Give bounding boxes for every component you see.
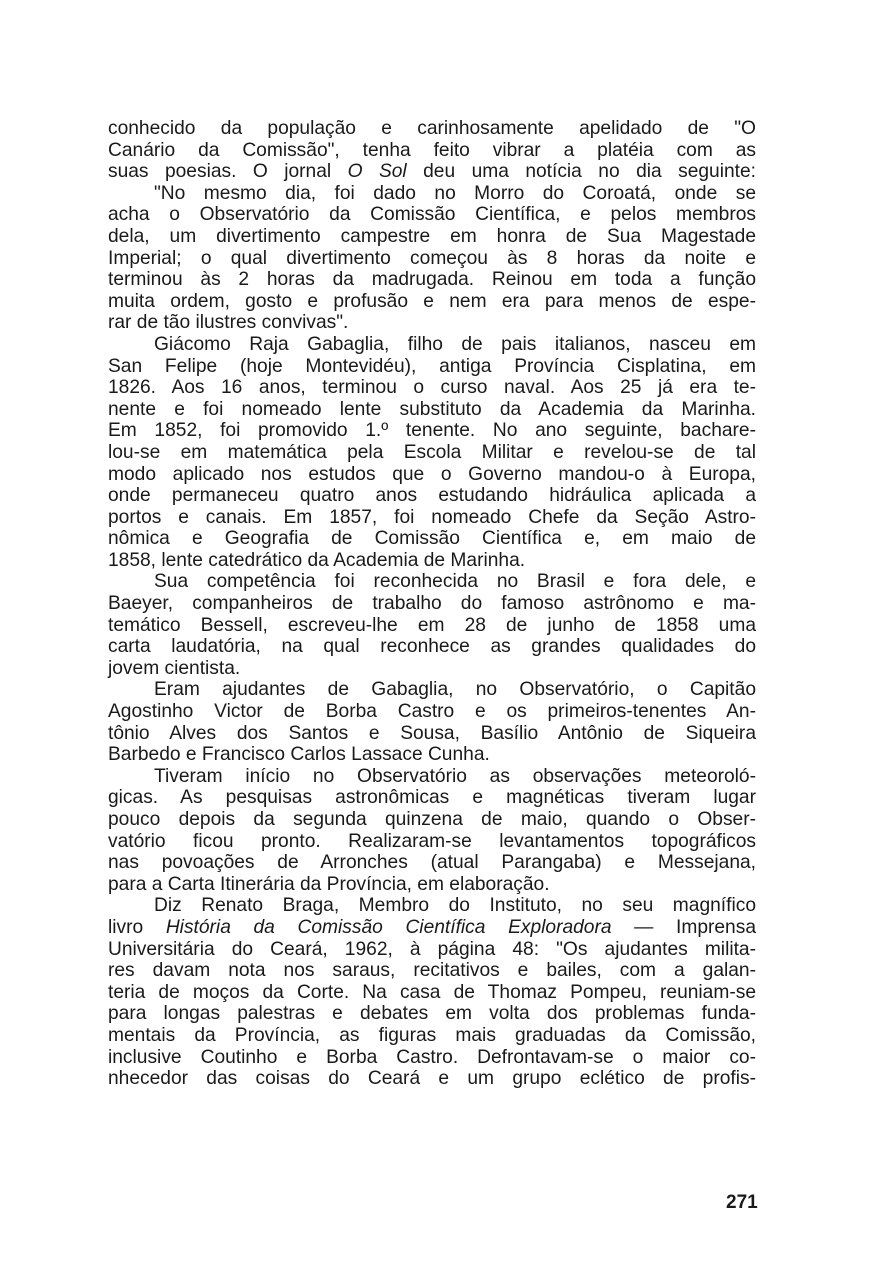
text-line: Universitária do Ceará, 1962, à página 48: "Os ajudantes milita- <box>108 938 756 960</box>
text-segment: suas poesias. O jornal <box>108 161 348 183</box>
text-line: Baeyer, companheiros de trabalho do famoso astrônomo e ma- <box>108 593 756 615</box>
text-line: Eram ajudantes de Gabaglia, no Observatório, o Capitão <box>154 679 756 701</box>
page-number: 271 <box>726 1192 758 1213</box>
text-segment: deu uma notícia no dia seguinte: <box>406 161 756 183</box>
text-line: "No mesmo dia, foi dado no Morro do Coroatá, onde se <box>154 182 756 204</box>
text-line: carta laudatória, na qual reconhece as grandes qualidades do <box>108 636 756 658</box>
text-line: muita ordem, gosto e profusão e nem era para menos de espe- <box>108 290 756 312</box>
text-line: res davam nota nos saraus, recitativos e bailes, com a galan- <box>108 960 756 982</box>
text-line: Barbedo e Francisco Carlos Lassace Cunha. <box>108 744 490 766</box>
text-line: nhecedor das coisas do Ceará e um grupo eclético de profis- <box>108 1068 756 1090</box>
text-line: mentais da Província, as figuras mais graduadas da Comissão, <box>108 1024 756 1046</box>
italic-title: História da Comissão Científica Exploradora <box>165 916 612 938</box>
text-line: lou-se em matemática pela Escola Militar e revelou-se de tal <box>108 441 756 463</box>
text-line: portos e canais. Em 1857, foi nomeado Chefe da Seção Astro- <box>108 506 756 528</box>
text-line: nômica e Geografia de Comissão Científica e, em maio de <box>108 528 756 550</box>
text-line: dela, um divertimento campestre em honra de Sua Magestade <box>108 225 756 247</box>
text-line: terminou às 2 horas da madrugada. Reinou em toda a função <box>108 269 756 291</box>
text-line: Em 1852, foi promovido 1.º tenente. No ano seguinte, bachare- <box>108 420 756 442</box>
text-segment: livro <box>108 916 166 938</box>
text-line: Agostinho Victor de Borba Castro e os primeiros-tenentes An- <box>108 701 756 723</box>
text-line: Canário da Comissão", tenha feito vibrar a platéia com as <box>108 139 756 161</box>
text-line: nas povoações de Arronches (atual Parangaba) e Messejana, <box>108 852 756 874</box>
text-line: Sua competência foi reconhecida no Brasil e fora dele, e <box>154 571 756 593</box>
text-line: temático Bessell, escreveu-lhe em 28 de junho de 1858 uma <box>108 614 756 636</box>
text-line: tônio Alves dos Santos e Sousa, Basílio Antônio de Siqueira <box>108 722 756 744</box>
body-text <box>108 118 756 1090</box>
text-line: pouco depois da segunda quinzena de maio, quando o Obser- <box>108 809 756 830</box>
text-line: nente e foi nomeado lente substituto da Academia da Marinha. <box>108 398 756 420</box>
text-line: teria de moços da Corte. Na casa de Thomaz Pompeu, reuniam-se <box>108 981 756 1003</box>
text-line: para longas palestras e debates em volta dos problemas funda- <box>108 1003 756 1025</box>
text-line: inclusive Coutinho e Borba Castro. Defrontavam-se o maior co- <box>108 1046 756 1068</box>
text-line: San Felipe (hoje Montevidéu), antiga Província Cisplatina, em <box>108 355 756 377</box>
text-line: acha o Observatório da Comissão Científica, e pelos membros <box>108 204 756 226</box>
italic-title: O Sol <box>347 161 407 183</box>
text-line: jovem cientista. <box>108 657 241 679</box>
text-line: Diz Renato Braga, Membro do Instituto, no seu magnífico <box>154 895 756 917</box>
text-line: 1858, lente catedrático da Academia de Marinha. <box>108 549 526 571</box>
text-line: gicas. As pesquisas astronômicas e magnéticas tiveram lugar <box>108 787 756 809</box>
text-line: 1826. Aos 16 anos, terminou o curso naval. Aos 25 já era te- <box>108 377 756 399</box>
text-segment: — Imprensa <box>611 916 756 938</box>
text-line: vatório ficou pronto. Realizaram-se levantamentos topográficos <box>108 830 756 852</box>
text-line: Tiveram início no Observatório as observações meteoroló- <box>154 765 756 787</box>
text-line: Giácomo Raja Gabaglia, filho de pais italianos, nasceu em <box>154 333 756 355</box>
text-line <box>108 161 756 183</box>
text-line: para a Carta Itinerária da Província, em elaboração. <box>108 873 550 895</box>
text-line: conhecido da população e carinhosamente apelidado de "O <box>108 118 756 139</box>
text-line: modo aplicado nos estudos que o Governo mandou-o à Europa, <box>108 463 756 485</box>
text-line: rar de tão ilustres convivas". <box>108 312 349 334</box>
text-line: onde permaneceu quatro anos estudando hidráulica aplicada a <box>108 485 756 507</box>
text-line: Imperial; o qual divertimento começou às 8 horas da noite e <box>108 247 756 269</box>
text-line <box>108 917 756 939</box>
